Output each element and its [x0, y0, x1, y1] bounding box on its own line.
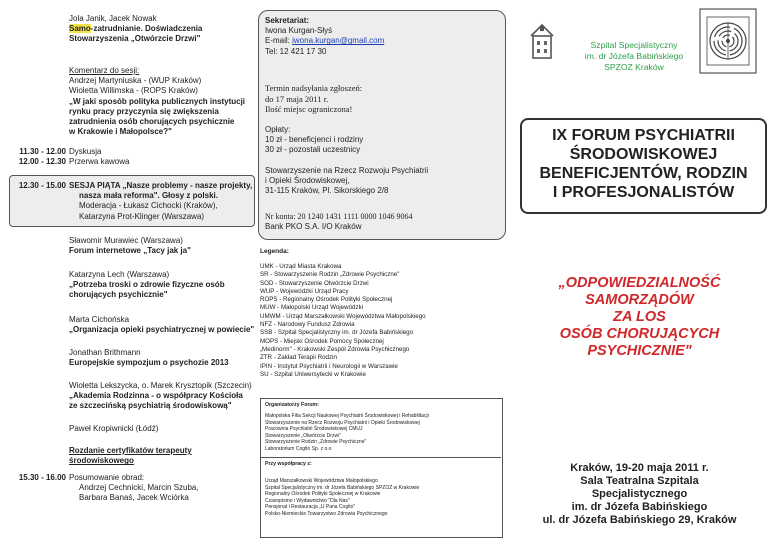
fees: Opłaty: 10 zł - beneficjenci i rodziny 30 zł - pozostali uczestnicy: [265, 125, 364, 155]
forum-title: I PROFESJONALISTÓW: [552, 184, 735, 201]
summary: 15.30 - 16.00 Posumowanie obrad: Andrzej Cechnicki, Marcin Szuba, Barbara Banaś, Jacek Wciórka: [10, 473, 255, 504]
talk-6: [69, 424, 255, 434]
forum-title-box: [520, 118, 767, 214]
comment-title: rynku pracy przyczynia się zwiększenia: [69, 106, 219, 116]
schedule-row: 12.00 - 12.30 Przerwa kawowa: [10, 157, 255, 167]
intro-authors: Jola Janik, Jacek Nowak: [69, 14, 157, 23]
talk-4: [69, 348, 255, 368]
talk-title: „Organizacja opieki psychiatrycznej w powiecie": [69, 325, 255, 335]
talk-title: „Akademia Rodzinna - o współpracy Kościoła: [69, 391, 243, 401]
legend-item: WUP - Wojewódzki Urząd Pracy: [260, 287, 349, 295]
email-link[interactable]: iwona.kurgan@gmail.com: [292, 36, 385, 46]
legend-item: SU - Szpital Uniwersytecki w Krakowie: [260, 370, 366, 378]
coop-item: Urząd Marszałkowski Województwa Małopolskiego: [265, 478, 378, 484]
talk-1: [69, 236, 255, 256]
talk-title: „Potrzeba troski o zdrowie fizyczne osób: [69, 280, 225, 290]
time-label: 12.00 - 12.30: [18, 157, 66, 167]
cover-column: [511, 0, 768, 543]
deadline: Termin nadsyłania zgłoszeń: do 17 maja 2011 r. Ilość miejsc ograniczona!: [265, 83, 363, 114]
legend-item: ROPS - Regionalny Ośrodek Polityki Społecznej: [260, 296, 393, 304]
legend-item: SSB - Szpital Specjalistyczny im. dr Józefa Babińskiego: [260, 329, 414, 337]
talk-title: Europejskie sympozjum o psychozie 2013: [69, 358, 229, 368]
secretariat: Sekretariat: Iwona Kurgan-Słyś E-mail: iwona.kurgan@gmail.com Tel: 12 421 17 30: [265, 16, 503, 57]
sec-label: Sekretariat:: [265, 16, 310, 25]
bank-account: Nr konta: 20 1240 1431 1111 0000 1046 9064 Bank PKO S.A. I/O Kraków: [265, 212, 413, 232]
forum-title: BENEFICJENTÓW, RODZIN: [539, 165, 748, 182]
organizer-item: Stowarzyszenie Rodzin „Zdrowie Psychiczne": [265, 439, 367, 446]
info-column: [255, 0, 511, 543]
legend-item: MOPS - Miejski Ośrodek Pomocy Społecznej: [260, 337, 384, 345]
comment-title: w Krakowie i Małopolsce?": [69, 127, 172, 137]
time-label: 11.30 - 12.00: [19, 147, 66, 156]
forum-title: IX FORUM PSYCHIATRII: [552, 127, 735, 144]
sec-tel: Tel: 12 421 17 30: [265, 46, 327, 56]
session-five: 12.30 - 15.00 SESJA PIĄTA „Nasze problemy - nasze projekty, nasza mała reforma". Głosy z polski. Moderacja - Łukasz Cichocki (Kraków), Katarzyna Prot-Klinger (Warszawa): [10, 181, 255, 222]
talk-2: [69, 270, 255, 301]
organizers-label: Organizatorzy Forum:: [265, 402, 319, 408]
comment-label: Komentarz do sesji:: [69, 66, 140, 75]
comment-title: zatrudnienia osób chorujących psychicznie: [69, 117, 235, 127]
coop-item: Polsko-Niemieckie Towarzystwo Zdrowia Psychicznego: [265, 510, 388, 517]
hospital-name: Szpital Specjalistyczny im. dr Józefa Babińskiego SPZOZ Kraków: [584, 40, 684, 73]
talk-5: [69, 381, 255, 412]
schedule-row: 11.30 - 12.00 Dyskusja: [10, 147, 255, 157]
coop-item: Pensjonat i Restauracja „U Pana Cogito": [265, 504, 356, 511]
hospital-logo-icon: [529, 22, 555, 62]
certificates: Rozdanie certyfikatów terapeuty środowiskowego: [69, 446, 192, 466]
legend-list: [260, 263, 510, 379]
talk-title: Forum internetowe „Tacy jak ja": [69, 246, 191, 256]
talk-author: Katarzyna Lech (Warszawa): [69, 270, 170, 279]
talk-author: Jonathan Brithmann: [69, 348, 141, 357]
legend-item: „Medinorm" - Krakowski Zespół Zdrowia Psychicznego: [260, 345, 410, 353]
time-label: 15.30 - 16.00: [18, 473, 66, 482]
event-place: Kraków, 19-20 maja 2011 r. Sala Teatralna Szpitala Specjalistycznego im. dr Józefa Babińskiego ul. dr Józefa Babińskiego 29, Kraków: [542, 462, 737, 526]
legend-item: IPIN - Instytut Psychiatrii i Neurologii w Warszawie: [260, 362, 398, 370]
organizer-item: Stowarzyszenie na Rzecz Rozwoju Psychiatrii i Opieki Środowiskowej: [265, 419, 420, 426]
legend-label: Legenda:: [260, 248, 289, 255]
talk-author: Paweł Kropiwnicki (Łódź): [69, 424, 159, 433]
intro-highlight: Samo: [69, 24, 91, 34]
time-label: 12.30 - 15.00: [18, 181, 66, 190]
legend-item: SOD - Stowarzyszenie Otwórzcie Drzwi: [260, 279, 369, 287]
forum-title: ŚRODOWISKOWEJ: [569, 146, 718, 163]
talk-3: [69, 315, 255, 335]
coop-label: Przy współpracy z:: [265, 461, 312, 467]
comment-title: „W jaki sposób polityka publicznych instytucji: [69, 96, 246, 106]
legend-item: NFZ - Narodowy Fundusz Zdrowia: [260, 321, 355, 329]
talk-author: Marta Cichońska: [69, 315, 130, 324]
schedule-1: [10, 147, 255, 167]
talk-title: chorujących psychicznie": [69, 290, 168, 300]
talk-author: Wioletta Lekszycka, o. Marek Krysztopik (Szczecin): [69, 381, 252, 390]
organizer-item: Pracownia Psychiatrii Środowiskowej CMUJ: [265, 426, 363, 433]
coop-item: Szpital Specjalistyczny im. dr Józefa Babińskiego SPZOZ w Krakowie: [265, 484, 420, 491]
org-address: Stowarzyszenie na Rzecz Rozwoju Psychiatrii i Opieki Środowiskowej, 31-115 Kraków, Pl. Sikorskiego 2/8: [265, 166, 429, 196]
comment-line: Wioletta Willimska - (ROPS Kraków): [69, 86, 198, 96]
legend-item: UMWM - Urząd Marszałkowski Województwa Małopolskiego: [260, 312, 426, 320]
organizer-item: Stowarzyszenie „Otwórzcie Drzwi": [265, 432, 341, 439]
comment-line: Andrzej Martyniuska - (WUP Kraków): [69, 76, 202, 86]
program-column: [0, 0, 255, 543]
labyrinth-logo-icon: [698, 7, 758, 75]
legend-item: SR - Stowarzyszenie Rodzin „Zdrowie Psychiczne": [260, 271, 400, 279]
intro-talk: [69, 14, 254, 45]
divider: [260, 457, 501, 458]
comment-block: [69, 66, 254, 137]
forum-motto: „ODPOWIEDZIALNOŚĆ SAMORZĄDÓW ZA LOS OSÓB CHORUJĄCYCH PSYCHICZNIE": [558, 275, 721, 359]
talk-author: Sławomir Murawiec (Warszawa): [69, 236, 183, 245]
intro-title-2: Stowarzyszenia „Otwórzcie Drzwi": [69, 34, 201, 44]
organizer-item: Laboratorium Cogito Sp. z o.o: [265, 445, 332, 452]
organizer-item: Małopolska Filia Sekcji Naukowej Psychiatrii Środowiskowej i Rehabilitacji: [265, 413, 429, 419]
coop-item: Czasopismo i Wydawnictwo "Dla Nas": [265, 497, 350, 504]
legend-item: MUW - Małopolski Urząd Wojewódzki: [260, 304, 364, 312]
talk-title: ze szczecińską psychiatrią środowiskową": [69, 401, 232, 411]
coop-list: [265, 478, 499, 518]
legend-item: ZTR - Zakład Terapii Rodzin: [260, 354, 337, 362]
organizers-list: [265, 413, 499, 453]
intro-title: Samo-zatrudnianie. Doświadczenia: [69, 24, 203, 34]
sec-name: Iwona Kurgan-Słyś: [265, 26, 333, 36]
legend-item: UMK - Urząd Miasta Krakowa: [260, 263, 342, 270]
coop-item: Regionalny Ośrodek Polityki Społecznej w Krakowie: [265, 491, 381, 498]
